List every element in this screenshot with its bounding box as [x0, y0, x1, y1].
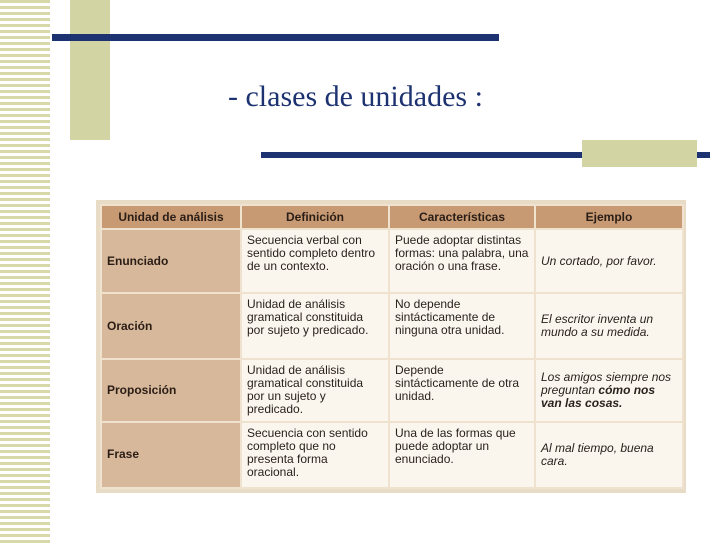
example-text: Al mal tiempo, buena cara. — [541, 440, 654, 468]
table-row — [101, 229, 683, 293]
left-stripe-decoration — [0, 0, 50, 546]
definition-cell: Unidad de análisis gramatical constituida por sujeto y predicado. — [241, 293, 389, 359]
example-bold-text: cómo nos van las cosas. — [541, 383, 656, 411]
table-row — [101, 359, 683, 421]
right-accent-block — [582, 140, 697, 167]
characteristics-cell: Depende sintácticamente de otra unidad. — [389, 359, 535, 421]
definition-cell: Secuencia con sentido completo que no presenta forma oracional. — [241, 422, 389, 488]
table-header-row — [101, 205, 683, 229]
definition-cell: Secuencia verbal con sentido completo dentro de un contexto. — [241, 229, 389, 293]
example-text: Un cortado, por favor. — [541, 253, 657, 268]
analysis-units-table — [96, 200, 686, 493]
unit-cell: Frase — [101, 422, 241, 488]
definition-cell: Unidad de análisis gramatical constituida por un sujeto y predicado. — [241, 359, 389, 421]
example-text: Los amigos siempre nos preguntan — [541, 370, 672, 398]
characteristics-cell: Una de las formas que puede adoptar un enunciado. — [389, 422, 535, 488]
example-cell — [535, 422, 683, 488]
header-example: Ejemplo — [535, 205, 683, 229]
table-row — [101, 293, 683, 359]
unit-cell: Enunciado — [101, 229, 241, 293]
example-cell — [535, 359, 683, 421]
characteristics-cell: Puede adoptar distintas formas: una palabra, una oración o una frase. — [389, 229, 535, 293]
unit-cell: Proposición — [101, 359, 241, 421]
example-cell — [535, 229, 683, 293]
top-accent-block — [70, 0, 110, 140]
example-cell — [535, 293, 683, 359]
top-accent-bar — [52, 34, 499, 41]
header-definition: Definición — [241, 205, 389, 229]
header-characteristics: Características — [389, 205, 535, 229]
table-row — [101, 422, 683, 488]
header-unit: Unidad de análisis — [101, 205, 241, 229]
example-text: El escritor inventa un mundo a su medida. — [541, 312, 654, 340]
unit-cell: Oración — [101, 293, 241, 359]
characteristics-cell: No depende sintácticamente de ninguna otra unidad. — [389, 293, 535, 359]
slide-title: - clases de unidades : — [228, 80, 483, 113]
